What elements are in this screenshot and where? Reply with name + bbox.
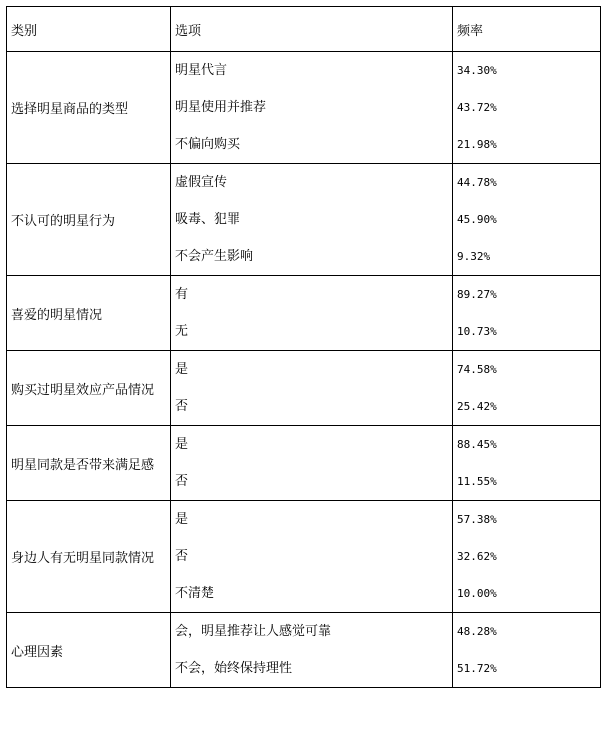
option-label: 否: [175, 474, 189, 489]
option-label: 不偏向购买: [175, 137, 241, 152]
option-frequency: 57.38%: [457, 513, 497, 526]
header-category: 类别: [7, 7, 171, 52]
header-row: [7, 7, 601, 52]
option-frequency: 74.58%: [457, 363, 497, 376]
frequency-cell: [453, 276, 601, 351]
category-cell: 心理因素: [7, 613, 171, 688]
table-row: [7, 501, 601, 613]
option-label: 不会产生影响: [175, 249, 254, 264]
category-cell: 选择明星商品的类型: [7, 52, 171, 164]
option-label: 否: [175, 399, 189, 414]
table-row: [7, 351, 601, 426]
category-cell: 购买过明星效应产品情况: [7, 351, 171, 426]
table-body: [7, 52, 601, 688]
option-label: 不会，始终保持理性: [175, 661, 293, 676]
option-frequency: 44.78%: [457, 176, 497, 189]
option-frequency: 88.45%: [457, 438, 497, 451]
options-cell: [171, 613, 453, 688]
option-frequency: 9.32%: [457, 250, 491, 263]
table-row: [7, 426, 601, 501]
option-frequency: 10.73%: [457, 325, 497, 338]
survey-table: [6, 6, 601, 688]
frequency-cell: [453, 52, 601, 164]
options-cell: [171, 52, 453, 164]
options-cell: [171, 351, 453, 426]
category-cell: 明星同款是否带来满足感: [7, 426, 171, 501]
option-label: 会，明星推荐让人感觉可靠: [175, 624, 332, 639]
option-label: 不清楚: [175, 586, 215, 601]
option-frequency: 45.90%: [457, 213, 497, 226]
option-label: 无: [175, 324, 189, 339]
option-frequency: 10.00%: [457, 587, 497, 600]
option-label: 明星使用并推荐: [175, 100, 267, 115]
option-frequency: 89.27%: [457, 288, 497, 301]
header-frequency: 频率: [453, 7, 601, 52]
option-label: 吸毒、犯罪: [175, 212, 241, 227]
option-label: 是: [175, 437, 189, 452]
table-row: [7, 613, 601, 688]
options-cell: [171, 276, 453, 351]
frequency-cell: [453, 613, 601, 688]
table-header: [7, 7, 601, 52]
table-row: [7, 52, 601, 164]
option-frequency: 51.72%: [457, 662, 497, 675]
option-frequency: 21.98%: [457, 138, 497, 151]
option-label: 明星代言: [175, 63, 228, 78]
category-cell: 身边人有无明星同款情况: [7, 501, 171, 613]
frequency-cell: [453, 164, 601, 276]
option-frequency: 48.28%: [457, 625, 497, 638]
header-option: 选项: [171, 7, 453, 52]
table-row: [7, 164, 601, 276]
frequency-cell: [453, 351, 601, 426]
category-cell: 不认可的明星行为: [7, 164, 171, 276]
option-label: 是: [175, 512, 189, 527]
option-frequency: 43.72%: [457, 101, 497, 114]
option-label: 否: [175, 549, 189, 564]
table-row: [7, 276, 601, 351]
options-cell: [171, 164, 453, 276]
options-cell: [171, 501, 453, 613]
frequency-cell: [453, 426, 601, 501]
option-frequency: 34.30%: [457, 64, 497, 77]
option-label: 是: [175, 362, 189, 377]
option-frequency: 32.62%: [457, 550, 497, 563]
options-cell: [171, 426, 453, 501]
frequency-cell: [453, 501, 601, 613]
category-cell: 喜爱的明星情况: [7, 276, 171, 351]
option-frequency: 11.55%: [457, 475, 497, 488]
option-label: 有: [175, 287, 189, 302]
option-frequency: 25.42%: [457, 400, 497, 413]
option-label: 虚假宣传: [175, 175, 228, 190]
